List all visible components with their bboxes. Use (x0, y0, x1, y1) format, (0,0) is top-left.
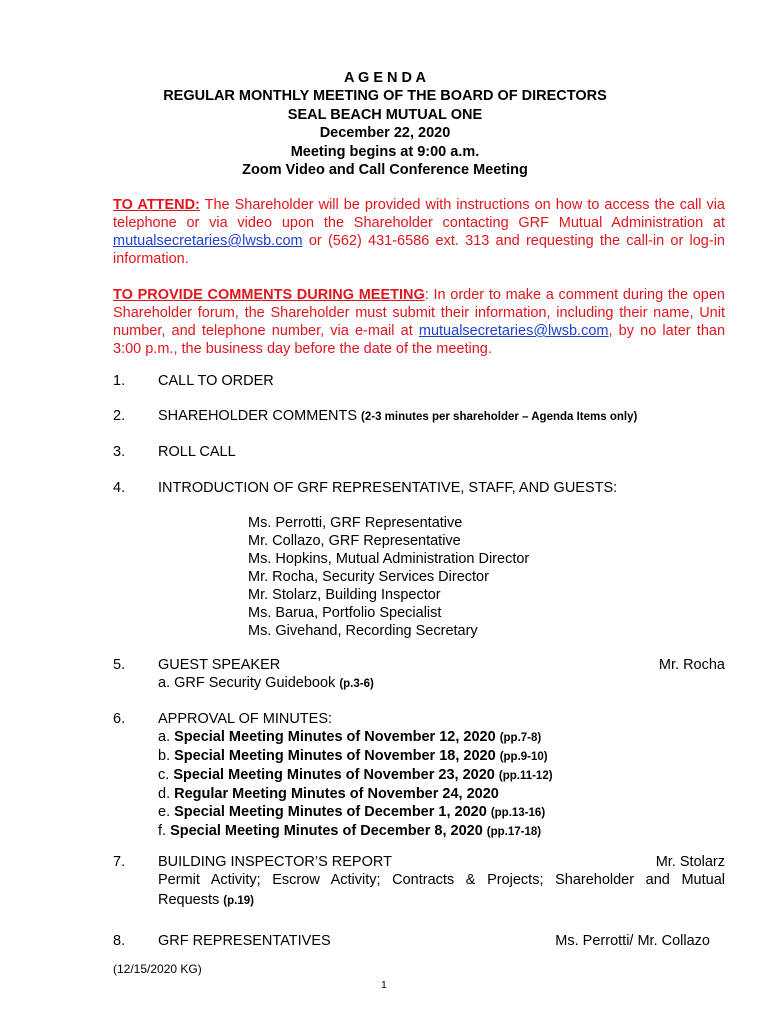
minutes-pages: (pp.7-8) (499, 732, 542, 744)
minutes-title: Special Meeting Minutes of November 23, 2020 (173, 767, 495, 783)
comment-instructions (113, 286, 725, 358)
agenda-item-6 (113, 710, 725, 840)
item-number: 7. (113, 854, 126, 870)
comments-label: TO PROVIDE COMMENTS DURING MEETING (113, 287, 425, 303)
item-description-cont: Requests (158, 892, 224, 908)
meeting-date: December 22, 2020 (319, 125, 451, 142)
minutes-pages: (pp.9-10) (499, 751, 548, 763)
item-number: 2. (113, 408, 126, 424)
list-item: Ms. Givehand, Recording Secretary (248, 623, 478, 639)
minutes-pages: (pp.11-12) (498, 770, 553, 782)
minutes-title: Regular Meeting Minutes of November 24, 2020 (174, 786, 499, 802)
item-number: 5. (113, 657, 126, 673)
list-item: Mr. Rocha, Security Services Director (248, 569, 489, 585)
list-letter: b. (158, 748, 171, 764)
agenda-header (0, 69, 770, 179)
list-letter: a. (158, 729, 171, 745)
list-item: Ms. Hopkins, Mutual Administration Director (248, 551, 530, 567)
list-item: Mr. Collazo, GRF Representative (248, 533, 461, 549)
minutes-title: Special Meeting Minutes of December 8, 2020 (170, 823, 483, 839)
minutes-pages: (pp.17-18) (486, 826, 542, 838)
agenda-item-5 (113, 656, 725, 696)
comments-email-link[interactable]: mutualsecretaries@lwsb.com (418, 323, 609, 339)
minutes-title: Special Meeting Minutes of November 18, 2020 (174, 748, 496, 764)
list-item (158, 747, 725, 766)
mutual-name: SEAL BEACH MUTUAL ONE (287, 106, 483, 123)
minutes-title: Special Meeting Minutes of December 1, 2020 (174, 804, 487, 820)
attend-text-1: The Shareholder will be provided with instructions on how to access the call via telephone or via video upon the Shareholder contacting GRF Mutual Administration at (113, 197, 725, 231)
item-title: GRF REPRESENTATIVES (158, 933, 331, 949)
item-number: 4. (113, 480, 126, 496)
item-number: 3. (113, 444, 126, 460)
comments-text-2: , by no later than 3:00 p.m., the business day before the date of the meeting. (113, 323, 726, 357)
agenda-title: A G E N D A (344, 70, 426, 86)
list-item (158, 728, 725, 747)
item-presenter: Mr. Rocha (658, 657, 725, 673)
minutes-pages: (pp.13-16) (490, 807, 546, 819)
sub-item-pages: (p.3-6) (339, 678, 374, 690)
list-letter: c. (158, 767, 170, 783)
item-title: SHAREHOLDER COMMENTS (158, 408, 362, 424)
list-item: Ms. Perrotti, GRF Representative (248, 515, 463, 531)
item-presenter: Ms. Perrotti/ Mr. Collazo (555, 933, 710, 949)
item-pages: (p.19) (223, 895, 254, 907)
agenda-item-7 (113, 853, 725, 913)
comments-text-1: : In order to make a comment during the open Shareholder forum, the Shareholder must submit their information, including their name, Unit number, and telephone number, via e-mail at (113, 287, 725, 339)
item-presenter: Mr. Stolarz (655, 854, 725, 870)
item-note: (2-3 minutes per shareholder – Agenda Items only) (361, 411, 638, 423)
attend-label: TO ATTEND: (113, 197, 200, 213)
item-title: APPROVAL OF MINUTES: (158, 711, 333, 727)
list-letter: e. (158, 804, 171, 820)
list-item: Ms. Barua, Portfolio Specialist (248, 605, 442, 621)
item-title: GUEST SPEAKER (158, 657, 281, 673)
revision-note: (12/15/2020 KG) (113, 962, 202, 976)
list-item: Mr. Stolarz, Building Inspector (248, 587, 441, 603)
meeting-format: Zoom Video and Call Conference Meeting (242, 162, 528, 179)
item-title: INTRODUCTION OF GRF REPRESENTATIVE, STAFF, AND GUESTS: (158, 480, 618, 496)
list-item (158, 785, 725, 803)
list-item (158, 822, 725, 841)
minutes-title: Special Meeting Minutes of November 12, 2020 (174, 729, 496, 745)
item-title: ROLL CALL (158, 444, 236, 460)
minutes-list (158, 728, 725, 841)
item-number: 8. (113, 933, 126, 949)
attend-text-2: or (562) 431-6586 ext. 313 and requesting the call-in or log-in information. (113, 233, 725, 267)
meeting-time: Meeting begins at 9:00 a.m. (290, 143, 480, 160)
list-letter: d. (158, 786, 171, 802)
attend-email-link[interactable]: mutualsecretaries@lwsb.com (113, 233, 303, 249)
list-letter: f. (158, 823, 167, 839)
guest-list (248, 514, 529, 640)
meeting-type: REGULAR MONTHLY MEETING OF THE BOARD OF DIRECTORS (163, 88, 607, 105)
item-number: 6. (113, 711, 126, 727)
list-item (158, 766, 725, 785)
item-title: CALL TO ORDER (158, 373, 274, 389)
attend-instructions (113, 196, 725, 268)
item-number: 1. (113, 373, 126, 389)
item-title: BUILDING INSPECTOR’S REPORT (158, 854, 392, 870)
item-description: Permit Activity; Escrow Activity; Contracts & Projects; Shareholder and Mutual (158, 872, 725, 888)
page-number: 1 (381, 979, 387, 991)
list-item (158, 803, 725, 822)
sub-item: a. GRF Security Guidebook (158, 675, 340, 691)
